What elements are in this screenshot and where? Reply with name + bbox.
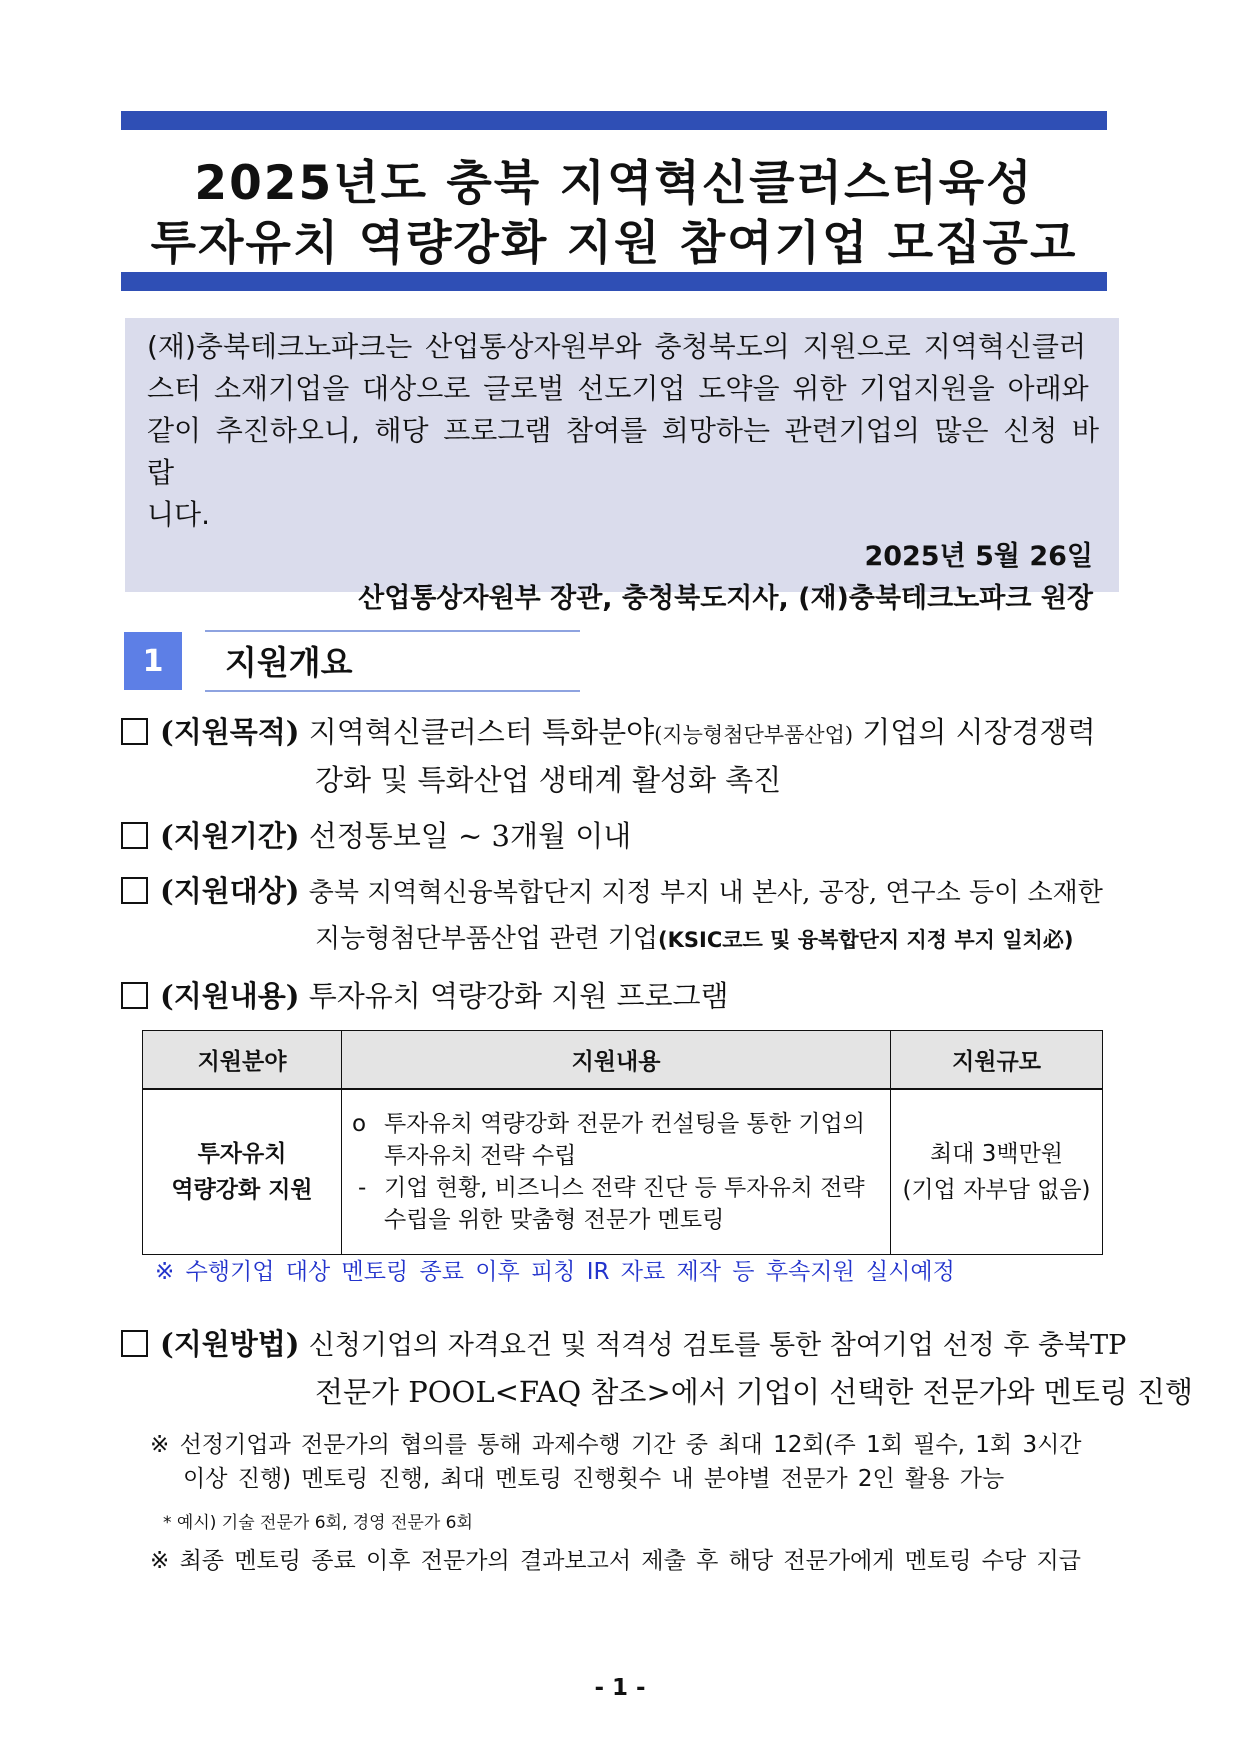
bullet-row bbox=[352, 1204, 884, 1236]
support-table bbox=[142, 1030, 1103, 1255]
checkbox-icon bbox=[121, 822, 148, 849]
item-label: (지원대상) bbox=[160, 874, 300, 908]
item-method-line2: 전문가 POOL<FAQ 참조>에서 기업이 선택한 전문가와 멘토링 진행 bbox=[315, 1375, 1194, 1409]
note-example: * 예시) 기술 전문가 6회, 경영 전문가 6회 bbox=[163, 1513, 473, 1533]
bullet-row bbox=[352, 1172, 884, 1204]
intro-line: 같이 추진하오니, 해당 프로그램 참여를 희망하는 관련기업의 많은 신청 바랍 bbox=[147, 414, 1099, 489]
item-text: 지능형첨단부품산업 관련 기업 bbox=[315, 924, 659, 954]
note-mentoring-cont: 이상 진행) 멘토링 진행, 최대 멘토링 진행횟수 내 분야별 전문가 2인 활용 가능 bbox=[183, 1466, 1005, 1492]
note-mentoring: ※ 선정기업과 전문가의 협의를 통해 과제수행 기간 중 최대 12회(주 1회 필수, 1회 3시간 bbox=[150, 1432, 1082, 1458]
item-text-small: (지능형첨단부품산업) bbox=[654, 723, 854, 747]
item-content bbox=[121, 972, 729, 1020]
item-purpose-line2: 강화 및 특화산업 생태계 활성화 촉진 bbox=[315, 763, 782, 797]
field-line: 역량강화 지원 bbox=[171, 1177, 313, 1203]
item-text: 충북 지역혁신융복합단지 지정 부지 내 본사, 공장, 연구소 등이 소재한 bbox=[308, 878, 1103, 908]
title-bottom-bar bbox=[121, 272, 1107, 291]
bullet-text: 수립을 위한 맞춤형 전문가 멘토링 bbox=[384, 1207, 725, 1233]
item-text: 지역혁신클러스터 특화분야 bbox=[308, 715, 655, 749]
table-header: 지원내용 bbox=[342, 1031, 891, 1090]
table-header: 지원분야 bbox=[143, 1031, 342, 1090]
item-text: 투자유치 역량강화 지원 프로그램 bbox=[308, 979, 729, 1013]
intro-line: (재)충북테크노파크는 산업통상자원부와 충청북도의 지원으로 지역혁신클러 bbox=[147, 330, 1086, 363]
item-text: 신청기업의 자격요건 및 적격성 검토를 통한 참여기업 선정 후 충북TP bbox=[308, 1330, 1127, 1361]
bullet-text: 투자유치 전략 수립 bbox=[384, 1143, 577, 1169]
scale-line: 최대 3백만원 bbox=[929, 1141, 1064, 1167]
announcement-signers: 산업통상자원부 장관, 충청북도지사, (재)충북테크노파크 원장 bbox=[358, 583, 1093, 614]
item-target-line2 bbox=[315, 915, 1073, 964]
intro-paragraph bbox=[147, 326, 1099, 536]
section-top-line bbox=[205, 630, 580, 632]
bullet-row bbox=[352, 1108, 884, 1140]
scale-line: (기업 자부담 없음) bbox=[902, 1177, 1091, 1203]
table-cell-field bbox=[143, 1089, 342, 1255]
item-method bbox=[121, 1320, 1126, 1370]
item-text: 기업의 시장경쟁력 bbox=[853, 715, 1096, 749]
section-number-badge: 1 bbox=[124, 632, 182, 690]
bullet-row bbox=[352, 1140, 884, 1172]
table-note: ※ 수행기업 대상 멘토링 종료 이후 피칭 IR 자료 제작 등 후속지원 실시예정 bbox=[155, 1259, 955, 1285]
item-label: (지원내용) bbox=[160, 979, 300, 1013]
table-header: 지원규모 bbox=[891, 1031, 1103, 1090]
intro-box bbox=[125, 318, 1119, 614]
item-text: 선정통보일 ~ 3개월 이내 bbox=[308, 819, 632, 853]
intro-line: 스터 소재기업을 대상으로 글로벌 선도기업 도약을 위한 기업지원을 아래와 bbox=[147, 372, 1089, 405]
item-label: (지원목적) bbox=[160, 715, 300, 749]
item-label: (지원방법) bbox=[160, 1327, 300, 1361]
note-payment: ※ 최종 멘토링 종료 이후 전문가의 결과보고서 제출 후 해당 전문가에게 멘토링 수당 지급 bbox=[150, 1548, 1081, 1574]
checkbox-icon bbox=[121, 877, 148, 904]
checkbox-icon bbox=[121, 982, 148, 1009]
table-cell-scale bbox=[891, 1089, 1103, 1255]
bullet-text: 투자유치 역량강화 전문가 컨설팅을 통한 기업의 bbox=[384, 1111, 865, 1137]
announcement-date: 2025년 5월 26일 bbox=[864, 541, 1093, 572]
item-purpose bbox=[121, 708, 1096, 759]
intro-line: 니다. bbox=[147, 498, 210, 531]
page-title-line2: 투자유치 역량강화 지원 참여기업 모집공고 bbox=[150, 216, 1078, 271]
checkbox-icon bbox=[121, 1330, 148, 1357]
table-row bbox=[143, 1089, 1103, 1255]
section-title: 지원개요 bbox=[225, 643, 353, 682]
item-target bbox=[121, 867, 1103, 917]
table-header-row bbox=[143, 1031, 1103, 1090]
bullet-mark: o bbox=[352, 1111, 367, 1137]
item-label: (지원기간) bbox=[160, 819, 300, 853]
bullet-mark: - bbox=[358, 1175, 367, 1201]
item-text-small: (KSIC코드 및 융복합단지 지정 부지 일치必) bbox=[658, 928, 1074, 952]
bullet-text: 기업 현황, 비즈니스 전략 진단 등 투자유치 전략 bbox=[384, 1175, 865, 1201]
checkbox-icon bbox=[121, 718, 148, 745]
table-cell-content bbox=[342, 1089, 891, 1255]
field-line: 투자유치 bbox=[197, 1141, 287, 1167]
page-number: - 1 - bbox=[594, 1675, 646, 1701]
page-title-line1: 2025년도 충북 지역혁신클러스터육성 bbox=[194, 156, 1034, 211]
title-top-bar bbox=[121, 111, 1107, 130]
item-period bbox=[121, 812, 631, 860]
section-bottom-line bbox=[205, 690, 580, 692]
